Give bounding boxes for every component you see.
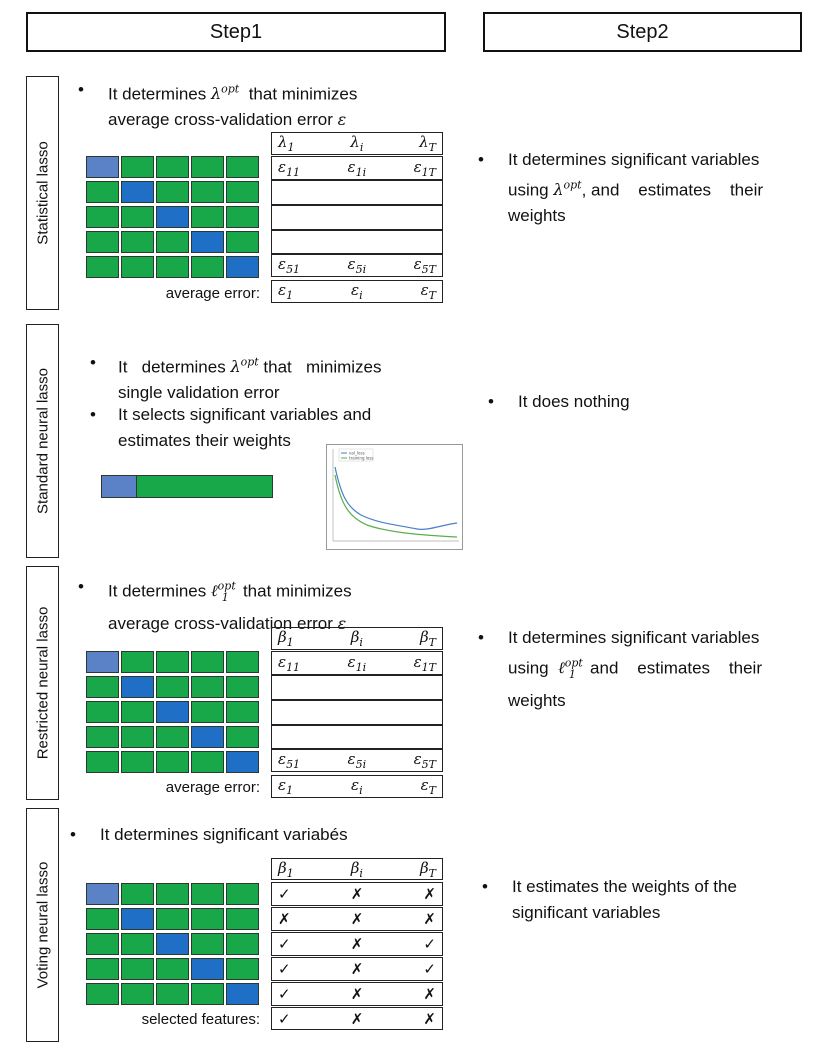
table-row: [271, 957, 443, 981]
table-symbol: $\beta_1$: [278, 628, 294, 649]
training-fold-cell: [156, 908, 189, 930]
training-fold-cell: [226, 181, 259, 203]
check-icon: ✓: [278, 885, 291, 903]
voting-step1-text: It determines significant variabés: [100, 825, 348, 844]
training-fold-cell: [191, 256, 224, 278]
cv-fold-grid: [86, 651, 259, 773]
voting-step2-text: It estimates the weights of the significant variables: [512, 877, 737, 922]
training-fold-cell: [156, 958, 189, 980]
cross-icon: ✗: [423, 1009, 436, 1028]
table-symbol: $\varepsilon_{5i}$: [347, 750, 367, 771]
validation-fold-cell: [86, 156, 119, 178]
cross-icon: ✗: [423, 910, 436, 928]
table-row: [271, 651, 443, 675]
training-fold-cell: [121, 933, 154, 955]
statistical-lasso-label: Statistical lasso: [34, 141, 51, 245]
statistical-lasso-label-box: [26, 76, 59, 310]
training-fold-cell: [226, 933, 259, 955]
training-fold-cell: [86, 751, 119, 773]
validation-fold-cell: [226, 256, 259, 278]
training-fold-cell: [156, 751, 189, 773]
table-symbol: $\varepsilon_{1T}$: [413, 157, 436, 179]
training-fold-cell: [86, 231, 119, 253]
standard-lasso-label-box: [26, 324, 59, 558]
table-symbol: $\varepsilon_{51}$: [278, 750, 301, 771]
voting-lasso-label: Voting neural lasso: [34, 861, 51, 989]
table-row: [271, 180, 443, 205]
validation-fold-cell: [156, 206, 189, 228]
restricted-step2-text: It determines significant variables using ℓ$^{opt}_1$ and estimates their weights: [508, 628, 762, 710]
cross-icon: ✗: [350, 885, 364, 903]
training-fold-cell: [121, 701, 154, 723]
plot-legend-val: val_loss: [349, 450, 365, 456]
check-icon: ✓: [278, 960, 291, 978]
table-symbol: $\beta_i$: [350, 858, 363, 880]
table-symbol: $\varepsilon_{5T}$: [413, 750, 436, 771]
training-fold-cell: [86, 676, 119, 698]
training-fold-cell: [226, 231, 259, 253]
training-fold-cell: [226, 156, 259, 178]
training-fold-cell: [121, 156, 154, 178]
validation-fold-cell: [156, 701, 189, 723]
bullet: •: [482, 877, 488, 896]
training-fold-cell: [156, 181, 189, 203]
table-symbol: $\varepsilon_{1T}$: [413, 652, 436, 674]
table-symbol: $\varepsilon_{11}$: [278, 652, 301, 674]
training-fold-cell: [191, 908, 224, 930]
check-icon: ✓: [278, 985, 291, 1003]
cross-icon: ✗: [350, 985, 364, 1003]
training-fold-cell: [121, 231, 154, 253]
training-fold-cell: [156, 983, 189, 1005]
table-symbol: $\varepsilon_{5i}$: [347, 255, 367, 276]
average-row: [271, 775, 443, 798]
training-fold-cell: [86, 181, 119, 203]
table-symbol: $\beta_i$: [350, 628, 363, 649]
check-icon: ✓: [423, 960, 436, 978]
table-row: [271, 254, 443, 277]
training-fold-cell: [86, 256, 119, 278]
voting-lasso-label-box: [26, 808, 59, 1042]
validation-fold-cell: [191, 231, 224, 253]
training-fold-cell: [226, 701, 259, 723]
selected-row: [271, 1007, 443, 1030]
training-fold-cell: [121, 958, 154, 980]
validation-fold-cell: [86, 651, 119, 673]
bullet: •: [478, 150, 484, 169]
table-symbol: $\varepsilon_T$: [420, 776, 436, 797]
training-fold-cell: [191, 933, 224, 955]
training-fold-cell: [226, 726, 259, 748]
cv-fold-grid: [86, 883, 259, 1005]
bullet: •: [90, 405, 96, 424]
bullet: •: [78, 80, 84, 99]
step1-title: Step1: [209, 20, 263, 43]
training-fold-cell: [226, 883, 259, 905]
bullet: •: [70, 825, 76, 844]
step1-header: [26, 12, 446, 52]
cross-icon: ✗: [423, 985, 436, 1003]
training-fold-cell: [191, 701, 224, 723]
training-fold-cell: [191, 883, 224, 905]
table-symbol: $\beta_1$: [278, 858, 294, 880]
training-fold-cell: [191, 983, 224, 1005]
statistical-step2-text: It determines significant variables using $\lambda^{opt}$, and estimates their weights: [508, 150, 764, 226]
validation-fold-cell: [86, 883, 119, 905]
table-symbol: $\varepsilon_T$: [420, 281, 436, 302]
validation-fold-cell: [191, 726, 224, 748]
bullet: •: [78, 577, 84, 596]
bullet: •: [488, 392, 494, 411]
table-symbol: $\varepsilon_{1i}$: [347, 652, 367, 674]
training-fold-cell: [86, 958, 119, 980]
training-fold-cell: [86, 983, 119, 1005]
table-row: [271, 230, 443, 254]
table-row: [271, 700, 443, 725]
check-icon: ✓: [278, 1009, 291, 1028]
cross-icon: ✗: [350, 960, 364, 978]
training-fold-cell: [121, 651, 154, 673]
table-row: [271, 205, 443, 230]
table-symbol: $\varepsilon_1$: [278, 281, 294, 302]
training-fold-cell: [191, 751, 224, 773]
table-symbol: $\varepsilon_i$: [351, 281, 363, 302]
training-fold-cell: [226, 676, 259, 698]
table-symbol: $\varepsilon_1$: [278, 776, 294, 797]
restricted-step1-text: It determines ℓ$^{opt}_1$ that minimizes average cross-validation error ε: [108, 580, 352, 633]
table-symbol: $\beta_T$: [419, 858, 436, 880]
training-fold-cell: [156, 651, 189, 673]
training-fold-cell: [86, 726, 119, 748]
training-fold-cell: [191, 156, 224, 178]
plot-legend-train: training loss: [349, 455, 374, 461]
validation-fold-cell: [191, 958, 224, 980]
training-fold-cell: [156, 676, 189, 698]
training-fold-cell: [191, 181, 224, 203]
training-fold-cell: [121, 256, 154, 278]
training-fold-cell: [191, 676, 224, 698]
training-fold-cell: [226, 206, 259, 228]
table-row: [271, 749, 443, 772]
training-fold-cell: [156, 231, 189, 253]
selected-features-label: selected features:: [141, 1011, 260, 1028]
table-symbol: $\lambda_T$: [419, 133, 436, 154]
average-row: [271, 280, 443, 303]
training-fold-cell: [121, 726, 154, 748]
training-fold-cell: [191, 651, 224, 673]
validation-fold-cell: [226, 751, 259, 773]
table-symbol: $\varepsilon_i$: [351, 776, 363, 797]
cv-fold-grid: [86, 156, 259, 278]
training-fold-cell: [156, 883, 189, 905]
table-row: [271, 882, 443, 906]
restricted-lasso-label: Restricted neural lasso: [34, 606, 51, 760]
training-fold-cell: [86, 206, 119, 228]
table-symbol: $\lambda_1$: [278, 133, 295, 154]
training-fold-cell: [226, 908, 259, 930]
training-fold-cell: [156, 156, 189, 178]
table-row: [271, 982, 443, 1006]
loss-curve-svg: [327, 445, 462, 549]
table-row: [271, 725, 443, 749]
table-row: [271, 907, 443, 931]
average-error-label: average error:: [165, 779, 260, 796]
standard-step2-text: It does nothing: [518, 392, 630, 411]
training-fold-cell: [121, 206, 154, 228]
table-header-row: [271, 627, 443, 650]
training-fold-cell: [226, 958, 259, 980]
training-fold-cell: [226, 651, 259, 673]
validation-fold-cell: [226, 983, 259, 1005]
training-fold-cell: [121, 983, 154, 1005]
validation-split-bar: [101, 475, 273, 498]
training-fold-cell: [156, 726, 189, 748]
standard-step1-text: It determines $\lambda^{opt}$ that minimizes single validation error: [118, 356, 382, 403]
validation-fold-cell: [121, 676, 154, 698]
training-fold-cell: [86, 908, 119, 930]
step2-title: Step2: [616, 20, 669, 43]
table-symbol: $\varepsilon_{1i}$: [347, 157, 367, 179]
statistical-step1-text: It determines $\lambda^{opt}$ that minimizes average cross-validation error ε: [108, 83, 358, 130]
training-fold-cell: [121, 751, 154, 773]
check-icon: ✓: [423, 935, 436, 953]
check-icon: ✓: [278, 935, 291, 953]
cross-icon: ✗: [350, 910, 364, 928]
table-symbol: $\varepsilon_{11}$: [278, 157, 301, 179]
table-header-row: [271, 132, 443, 155]
table-row: [271, 932, 443, 956]
training-fold-cell: [156, 256, 189, 278]
training-fold-cell: [191, 206, 224, 228]
average-error-label: average error:: [165, 285, 260, 302]
cross-icon: ✗: [350, 1009, 364, 1028]
standard-step1-text-2: It selects significant variables and estimates their weights: [118, 405, 372, 450]
cross-icon: ✗: [278, 910, 291, 928]
validation-fold-cell: [121, 908, 154, 930]
training-fold-cell: [86, 701, 119, 723]
table-symbol: $\varepsilon_{51}$: [278, 255, 301, 276]
bullet: •: [478, 628, 484, 647]
standard-lasso-label: Standard neural lasso: [34, 368, 51, 514]
loss-curve-plot: [326, 444, 463, 550]
training-fold-cell: [86, 933, 119, 955]
table-row: [271, 156, 443, 180]
table-header-row: [271, 858, 443, 880]
validation-fold-cell: [156, 933, 189, 955]
training-fold-cell: [121, 883, 154, 905]
cross-icon: ✗: [350, 935, 364, 953]
bullet: •: [90, 353, 96, 372]
validation-fold-cell: [121, 181, 154, 203]
table-symbol: $\beta_T$: [419, 628, 436, 649]
table-symbol: $\lambda_i$: [350, 133, 364, 154]
cross-icon: ✗: [423, 885, 436, 903]
step2-header: [483, 12, 802, 52]
table-symbol: $\varepsilon_{5T}$: [413, 255, 436, 276]
table-row: [271, 675, 443, 700]
restricted-lasso-label-box: [26, 566, 59, 800]
